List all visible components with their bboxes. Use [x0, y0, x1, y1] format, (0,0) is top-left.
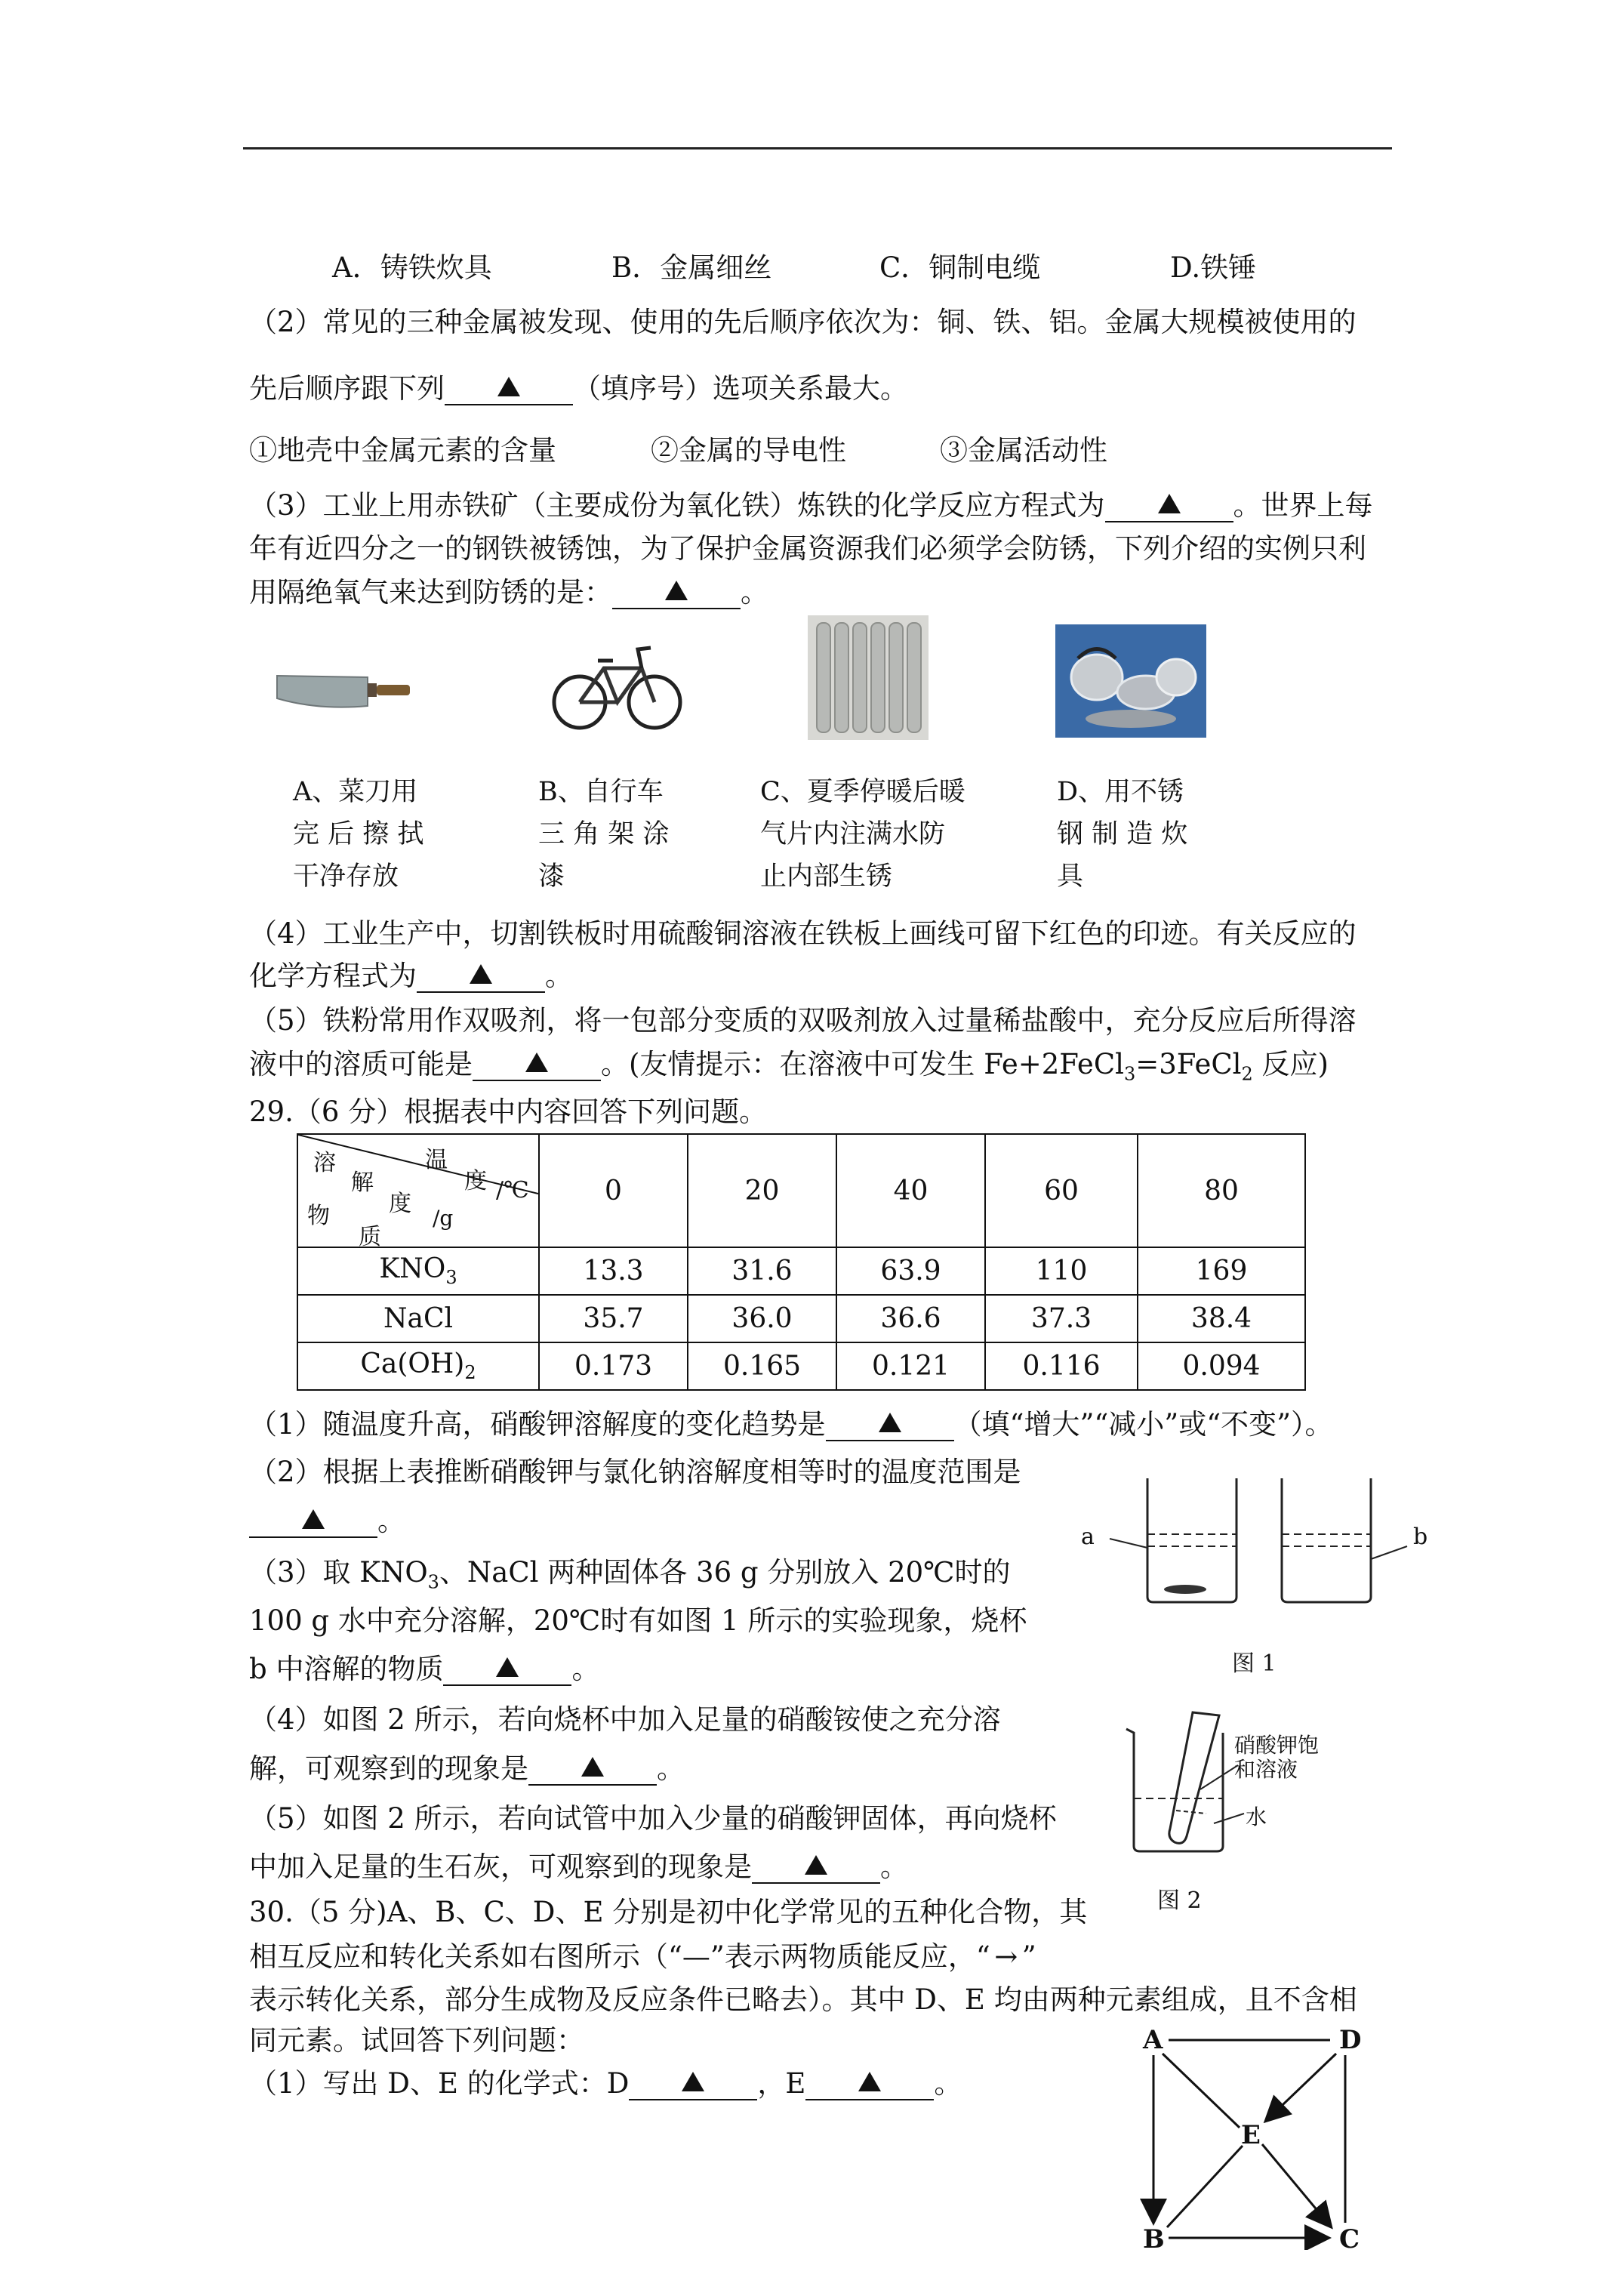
- triangle-icon: [496, 1657, 519, 1677]
- choice-3: ③金属活动性: [940, 434, 1107, 467]
- caption-line: 气片内注满水防: [760, 819, 946, 849]
- temp-header: 20: [688, 1134, 836, 1247]
- value-cell: 38.4: [1138, 1295, 1305, 1342]
- caption-c: [760, 771, 965, 898]
- corner-char: /g: [433, 1206, 454, 1231]
- node-e: E: [1241, 2120, 1261, 2150]
- subscript: 2: [464, 1362, 476, 1384]
- q28-p2-line1: （2）常见的三种金属被发现、使用的先后顺序依次为：铜、铁、铝。金属大规模被使用的: [249, 306, 1357, 338]
- node-d: D: [1339, 2025, 1362, 2055]
- answer-blank[interactable]: [249, 1506, 377, 1538]
- text: （1）随温度升高，硝酸钾溶解度的变化趋势是: [249, 1408, 826, 1441]
- subscript: 2: [1241, 1063, 1253, 1085]
- temp-header: 0: [539, 1134, 688, 1247]
- text: （3）工业上用赤铁矿（主要成份为氧化铁）炼铁的化学反应方程式为: [249, 489, 1105, 522]
- temp-header: 60: [985, 1134, 1138, 1247]
- caption-line: 钢 制 造 炊: [1057, 819, 1188, 849]
- answer-blank[interactable]: [445, 374, 573, 405]
- fig1-label-a: a: [1081, 1524, 1095, 1550]
- text: 。: [571, 1653, 600, 1685]
- caption-a: [293, 771, 423, 898]
- answer-blank[interactable]: [629, 2069, 757, 2100]
- corner-char: 物: [307, 1203, 330, 1229]
- answer-blank[interactable]: [612, 578, 741, 609]
- bicycle-image: [551, 627, 683, 740]
- text: 。: [657, 1752, 685, 1785]
- caption-line: B、自行车: [538, 777, 664, 807]
- corner-char: 解: [351, 1170, 374, 1196]
- corner-char: 温: [425, 1147, 448, 1173]
- text: 反应): [1252, 1048, 1329, 1080]
- text: 相互反应和转化关系如右图所示（“—”表示两物质能反应，“: [249, 1940, 990, 1973]
- answer-blank[interactable]: [752, 1852, 880, 1884]
- caption-line: A、菜刀用: [293, 777, 418, 807]
- fig2-label-water: 水: [1246, 1804, 1267, 1829]
- text: 先后顺序跟下列: [249, 372, 445, 405]
- answer-blank[interactable]: [826, 1410, 954, 1441]
- value-cell: 169: [1138, 1247, 1305, 1295]
- caption-line: 完 后 擦 拭: [293, 819, 424, 849]
- text: 解，可观察到的现象是: [249, 1752, 528, 1785]
- caption-line: D、用不锈: [1057, 777, 1184, 807]
- triangle-icon: [470, 964, 492, 984]
- arrow-icon: →: [994, 1940, 1018, 1973]
- q29-p3-line2: 100 g 水中充分溶解，20℃时有如图 1 所示的实验现象，烧杯: [249, 1604, 1027, 1637]
- text: （1）写出 D、E 的化学式：D: [249, 2067, 630, 2100]
- caption-line: 干净存放: [293, 861, 399, 892]
- q28-p5-line2: [249, 1046, 1329, 1093]
- value-cell: 37.3: [985, 1295, 1138, 1342]
- text: 。: [741, 576, 768, 609]
- triangle-icon: [525, 1052, 548, 1072]
- text: b 中溶解的物质: [249, 1653, 444, 1685]
- corner-char: /℃: [496, 1177, 529, 1203]
- q28-p3-line1: [249, 487, 1373, 525]
- value-cell: 31.6: [688, 1247, 836, 1295]
- value-cell: 36.6: [836, 1295, 985, 1342]
- value-cell: 36.0: [688, 1295, 836, 1342]
- caption-b: [538, 771, 669, 898]
- header-rule: [243, 147, 1392, 149]
- value-cell: 63.9: [836, 1247, 985, 1295]
- node-c: C: [1339, 2224, 1360, 2254]
- subscript: 3: [445, 1267, 457, 1289]
- q28-p4-line1: （4）工业生产中，切割铁板时用硫酸铜溶液在铁板上画线可留下红色的印迹。有关反应的: [249, 917, 1357, 950]
- subscript: 3: [427, 1571, 439, 1593]
- substance-cell: [297, 1247, 539, 1295]
- answer-blank[interactable]: [528, 1754, 657, 1786]
- corner-char: 度: [464, 1168, 487, 1194]
- q29-title: 29.（6 分）根据表中内容回答下列问题。: [249, 1096, 768, 1128]
- stainless-cookware-image: [1055, 624, 1206, 738]
- value-cell: 0.165: [688, 1342, 836, 1390]
- temp-header: 40: [836, 1134, 985, 1247]
- option-c: C．铜制电缆: [879, 251, 1041, 284]
- text: Ca(OH): [360, 1348, 465, 1380]
- figure-2-beaker-tube: [1117, 1706, 1359, 1857]
- q29-p5-line1: （5）如图 2 所示，若向试管中加入少量的硝酸钾固体，再向烧杯: [249, 1802, 1057, 1835]
- text: 中加入足量的生石灰，可观察到的现象是: [249, 1851, 752, 1883]
- node-b: B: [1143, 2224, 1165, 2254]
- text: 。(友情提示：在溶液中可发生 Fe+2FeCl: [601, 1048, 1124, 1080]
- q29-p2-line2: [249, 1502, 405, 1540]
- answer-blank[interactable]: [1105, 491, 1233, 522]
- triangle-icon: [581, 1757, 604, 1777]
- q30-line4: 同元素。试回答下列问题：: [249, 2024, 584, 2057]
- triangle-icon: [302, 1509, 325, 1529]
- value-cell: 0.116: [985, 1342, 1138, 1390]
- fig2-label-solution: 和溶液: [1234, 1757, 1298, 1782]
- text: 用隔绝氧气来达到防锈的是：: [249, 576, 612, 609]
- text: （填序号）选项关系最大。: [573, 372, 908, 405]
- value-cell: 13.3: [539, 1247, 688, 1295]
- q29-p5-line2: [249, 1848, 908, 1886]
- triangle-icon: [682, 2072, 704, 2091]
- text: 。: [377, 1505, 405, 1537]
- triangle-icon: [497, 377, 520, 396]
- q28-p3-line3: [249, 574, 768, 612]
- caption-line: 止内部生锈: [760, 861, 893, 892]
- text: ，E: [757, 2067, 806, 2100]
- choice-2: ②金属的导电性: [651, 434, 846, 467]
- solubility-table: [297, 1133, 1306, 1391]
- table-row: [297, 1295, 1305, 1342]
- text: KNO: [379, 1253, 446, 1285]
- text: 。: [880, 1851, 908, 1883]
- triangle-icon: [805, 1855, 827, 1875]
- corner-char: 质: [359, 1224, 381, 1250]
- q29-p2-line1: （2）根据上表推断硝酸钾与氯化钠溶解度相等时的温度范围是: [249, 1456, 1021, 1488]
- value-cell: 35.7: [539, 1295, 688, 1342]
- caption-line: 具: [1057, 861, 1084, 892]
- caption-line: 漆: [538, 861, 565, 892]
- value-cell: 110: [985, 1247, 1138, 1295]
- q28-p5-line1: （5）铁粉常用作双吸剂，将一包部分变质的双吸剂放入过量稀盐酸中，充分反应后所得溶: [249, 1004, 1357, 1037]
- corner-char: 度: [389, 1191, 411, 1217]
- q30-p1: [249, 2065, 962, 2103]
- substance-cell: [297, 1342, 539, 1390]
- text: 。: [934, 2067, 962, 2100]
- fig1-label-b: b: [1413, 1524, 1428, 1550]
- text: NaCl: [383, 1303, 454, 1334]
- answer-blank[interactable]: [417, 961, 545, 993]
- text: （3）取 KNO: [249, 1556, 428, 1589]
- q30-line2: [249, 1938, 1036, 1976]
- triangle-icon: [665, 581, 688, 600]
- triangle-icon: [1158, 494, 1181, 513]
- corner-char: 溶: [313, 1150, 336, 1176]
- value-cell: 0.094: [1138, 1342, 1305, 1390]
- caption-d: [1057, 771, 1187, 898]
- node-a: A: [1143, 2025, 1163, 2055]
- q29-p1: [249, 1406, 1333, 1444]
- text: 、NaCl 两种固体各 36 g 分别放入 20℃时的: [439, 1556, 1011, 1589]
- q29-p3-line3: [249, 1650, 599, 1688]
- figure-1-beakers: [1072, 1472, 1434, 1608]
- answer-blank[interactable]: [805, 2069, 934, 2100]
- temp-header: 80: [1138, 1134, 1305, 1247]
- table-row: [297, 1247, 1305, 1295]
- text: 。世界上每: [1233, 489, 1373, 522]
- cleaver-knife-image: [273, 661, 413, 713]
- value-cell: 0.173: [539, 1342, 688, 1390]
- q30-line1: 30.（5 分)A、B、C、D、E 分别是初中化学常见的五种化合物，其: [249, 1896, 1088, 1928]
- fig2-label-solution: 硝酸钾饱: [1234, 1733, 1320, 1758]
- fig2-caption: 图 2: [1157, 1888, 1202, 1914]
- value-cell: 0.121: [836, 1342, 985, 1390]
- caption-line: C、夏季停暖后暖: [760, 777, 965, 807]
- subscript: 3: [1123, 1063, 1136, 1085]
- text: 化学方程式为: [249, 960, 417, 992]
- table-corner-cell: [297, 1134, 539, 1250]
- answer-blank[interactable]: [473, 1049, 601, 1081]
- table-row: [297, 1342, 1305, 1390]
- radiator-image: [808, 615, 929, 740]
- reaction-diagram: [1132, 2023, 1374, 2254]
- option-b: B．金属细丝: [611, 251, 772, 284]
- text: =3FeCl: [1135, 1048, 1242, 1080]
- fig1-caption: 图 1: [1232, 1650, 1277, 1677]
- text: ”: [1021, 1940, 1036, 1973]
- caption-line: 三 角 架 涂: [538, 819, 670, 849]
- option-a: A．铸铁炊具: [332, 251, 492, 284]
- triangle-icon: [858, 2072, 881, 2091]
- text: 。: [545, 960, 573, 992]
- substance-cell: [297, 1295, 539, 1342]
- q28-p3-line2: 年有近四分之一的钢铁被锈蚀，为了保护金属资源我们必须学会防锈，下列介绍的实例只利: [249, 532, 1366, 565]
- q28-p2-line2: [249, 370, 908, 408]
- q29-p4-line2: [249, 1750, 685, 1788]
- q30-line3: 表示转化关系，部分生成物及反应条件已略去）。其中 D、E 均由两种元素组成，且不含相: [249, 1983, 1357, 2016]
- q29-p4-line1: （4）如图 2 所示，若向烧杯中加入足量的硝酸铵使之充分溶: [249, 1703, 1001, 1736]
- answer-blank[interactable]: [443, 1654, 571, 1686]
- text: 液中的溶质可能是: [249, 1048, 473, 1080]
- choice-1: ①地壳中金属元素的含量: [249, 434, 556, 467]
- triangle-icon: [879, 1413, 901, 1432]
- text: （填“增大”“减小”或“不变”）。: [953, 1408, 1333, 1441]
- q28-p4-line2: [249, 957, 573, 995]
- q29-p3-line1: [249, 1554, 1011, 1601]
- option-d: D.铁锤: [1170, 251, 1257, 284]
